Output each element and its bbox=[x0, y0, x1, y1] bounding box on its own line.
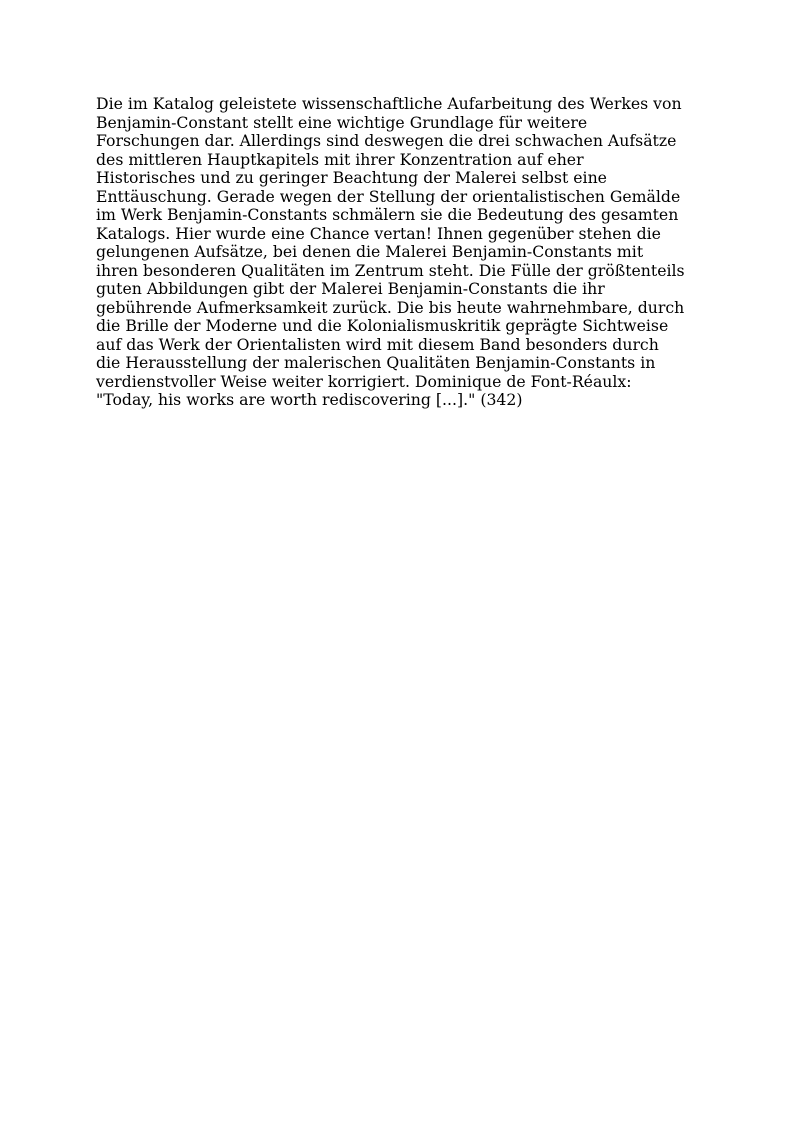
paragraph-line: guten Abbildungen gibt der Malerei Benjamin-Constants die ihr bbox=[96, 279, 605, 298]
paragraph-line: gelungenen Aufsätze, bei denen die Malerei Benjamin-Constants mit bbox=[96, 242, 644, 261]
paragraph-line: im Werk Benjamin-Constants schmälern sie die Bedeutung des gesamten bbox=[96, 205, 679, 224]
paragraph-line: gebührende Aufmerksamkeit zurück. Die bis heute wahrnehmbare, durch bbox=[96, 297, 685, 317]
paragraph-line: Die im Katalog geleistete wissenschaftliche Aufarbeitung des Werkes von bbox=[96, 94, 682, 113]
paragraph-line: des mittleren Hauptkapitels mit ihrer Konzentration auf eher bbox=[96, 149, 584, 169]
paragraph-line: die Brille der Moderne und die Kolonialismuskritik geprägte Sichtweise bbox=[96, 316, 669, 335]
paragraph-line: Katalogs. Hier wurde eine Chance vertan! Ihnen gegenüber stehen die bbox=[96, 223, 661, 243]
paragraph-line: Benjamin-Constant stellt eine wichtige Grundlage für weitere bbox=[96, 112, 588, 132]
paragraph-line: Enttäuschung. Gerade wegen der Stellung der orientalistischen Gemälde bbox=[96, 186, 681, 206]
paragraph-line: Forschungen dar. Allerdings sind deswegen die drei schwachen Aufsätze bbox=[96, 131, 677, 150]
paragraph-line: auf das Werk der Orientalisten wird mit diesem Band besonders durch bbox=[96, 334, 659, 354]
paragraph-line: die Herausstellung der malerischen Qualitäten Benjamin-Constants in bbox=[96, 353, 656, 372]
paragraph-line: ihren besonderen Qualitäten im Zentrum steht. Die Fülle der größtenteils bbox=[96, 260, 685, 280]
paragraph-line: "Today, his works are worth rediscovering [...]." (342) bbox=[96, 390, 523, 409]
body-paragraph bbox=[96, 95, 716, 410]
paragraph-line: verdienstvoller Weise weiter korrigiert. Dominique de Font-Réaulx: bbox=[96, 371, 632, 391]
paragraph-line: Historisches und zu geringer Beachtung der Malerei selbst eine bbox=[96, 168, 607, 187]
